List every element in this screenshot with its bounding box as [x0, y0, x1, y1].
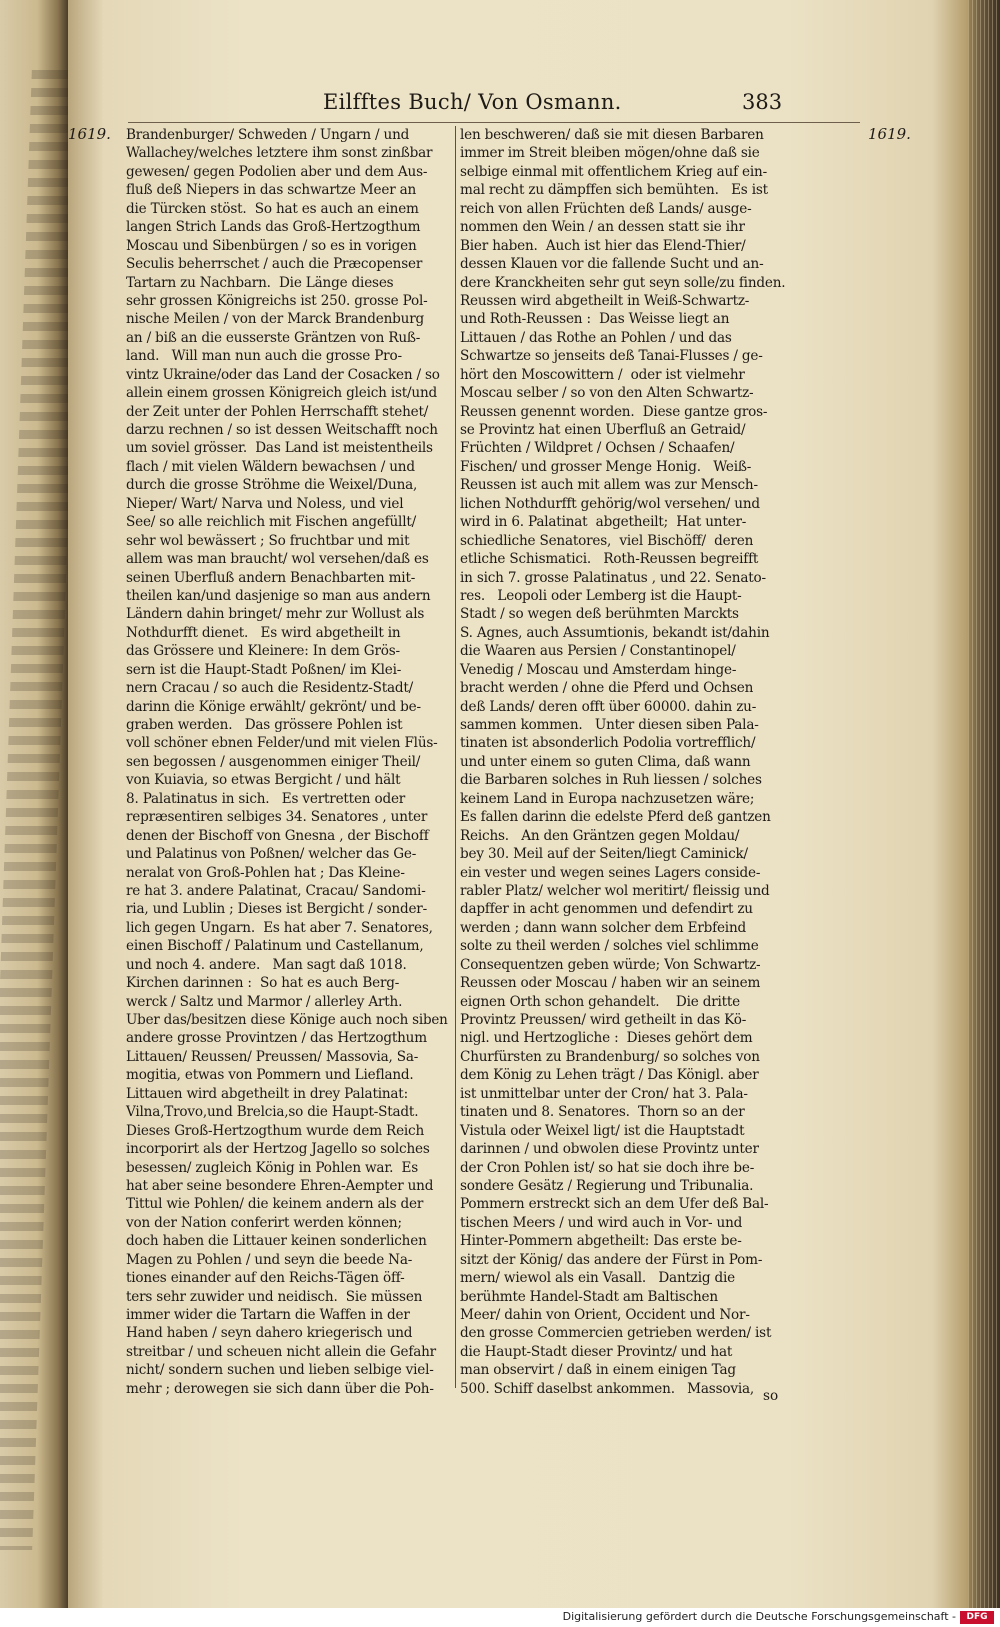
text-line: Reussen wird abgetheilt in Weiß-Schwartz- [460, 292, 750, 309]
text-line: dapffer in acht genommen und defendirt zu [460, 901, 753, 918]
text-line: Reussen genennt worden. Diese gantze gros- [460, 403, 768, 420]
text-line: Tartarn zu Nachbarn. Die Länge dieses [126, 274, 394, 291]
text-line: Consequentzen geben würde; Von Schwartz- [460, 956, 761, 973]
text-line: Früchten / Wildpret / Ochsen / Schaafen/ [460, 440, 735, 457]
text-line: sern ist die Haupt-Stadt Poßnen/ im Klei- [126, 661, 402, 678]
text-line: mehr ; derowegen sie sich dann über die Poh- [126, 1380, 434, 1397]
running-title: Eilfftes Buch/ Von Osmann. [323, 90, 622, 114]
text-line: an / biß an die eusserste Gräntzen von Ruß- [126, 329, 421, 346]
text-line: durch die grosse Ströhme die Weixel/Duna, [126, 477, 418, 494]
text-line: Churfürsten zu Brandenburg/ so solches von [460, 1048, 760, 1065]
text-line: werck / Saltz und Marmor / allerley Arth. [126, 993, 403, 1010]
digitization-footer [0, 1608, 1000, 1627]
text-line: etliche Schismatici. Roth-Reussen begreifft [460, 551, 759, 568]
text-line: keinem Land in Europa nachzusetzen wäre; [460, 790, 755, 807]
text-line: Moscau selber / so von den Alten Schwartz- [460, 385, 754, 402]
text-line: den grosse Commercien getrieben werden/ ist [460, 1325, 772, 1342]
text-line: eignen Orth schon gehandelt. Die dritte [460, 993, 741, 1010]
text-line: incorporirt als der Hertzog Jagello so solches [126, 1141, 430, 1158]
text-line: sondere Gesätz / Regierung und Tribunalia. [460, 1177, 754, 1194]
text-line: Schwartze so jenseits deß Tanai-Flusses / ge- [460, 348, 763, 365]
text-line: repræsentiren selbiges 34. Senatores , unter [126, 809, 428, 826]
text-line: der Zeit unter der Pohlen Herrschafft stehet/ [126, 403, 429, 420]
left-page-binding [0, 0, 68, 1627]
text-line: 8. Palatinatus in sich. Es vertretten oder [126, 790, 406, 807]
text-line: tinaten ist absonderlich Podolia vortrefflich/ [460, 735, 756, 752]
text-line: tischen Meers / und wird auch in Vor- und [460, 1214, 743, 1231]
text-line: Es fallen darinn die edelste Pferd deß gantzen [460, 809, 771, 826]
text-line: Seculis beherrschet / auch die Præcopenser [126, 256, 423, 273]
text-line: sehr grossen Königreichs ist 250. grosse Pol- [126, 292, 428, 309]
column-divider [455, 126, 456, 1388]
text-line: See/ so alle reichlich mit Fischen angefüllt/ [126, 514, 416, 531]
text-line: Vistula oder Weixel ligt/ ist die Hauptstadt [460, 1122, 745, 1139]
text-line: und unter einem so guten Clima, daß wann [460, 753, 751, 770]
text-line: man observirt / daß in einem einigen Tag [460, 1362, 736, 1379]
text-column-left [126, 126, 516, 1398]
text-line: fluß deß Niepers in das schwartze Meer an [126, 182, 417, 199]
text-line: sitzt der König/ das andere der Fürst in Pom- [460, 1251, 763, 1268]
text-line: und noch 4. andere. Man sagt daß 1018. [126, 956, 407, 973]
text-line: lichen Nothdurfft gehörig/wol versehen/ und [460, 495, 760, 512]
text-line: Provintz Preussen/ wird getheilt in das Kö- [460, 1012, 747, 1028]
text-line: mern/ wiewol als ein Vasall. Dantzig die [460, 1270, 736, 1287]
text-line: Uber das/besitzen diese Könige auch noch siben [126, 1012, 448, 1028]
text-line: dessen Klauen vor die fallende Sucht und an- [460, 256, 764, 273]
text-line: land. Will man nun auch die grosse Pro- [126, 348, 402, 365]
page-number: 383 [742, 90, 783, 114]
text-line: und Palatinus von Poßnen/ welcher das Ge- [126, 846, 417, 863]
text-line: S. Agnes, auch Assumtionis, bekandt ist/dahin [460, 624, 770, 641]
text-line: allein einem grossen Königreich gleich ist/und [126, 385, 437, 402]
text-line: Stadt / so wegen deß berühmten Marckts [460, 606, 739, 623]
text-line: nommen den Wein / an dessen statt sie ihr [460, 219, 745, 236]
text-line: Ländern dahin bringet/ mehr zur Wollust als [126, 606, 425, 623]
text-line: allem was man braucht/ wol versehen/daß es [126, 551, 429, 568]
text-line: tiones einander auf den Reichs-Tägen öff- [126, 1270, 405, 1287]
text-line: Venedig / Moscau und Amsterdam hinge- [460, 661, 737, 678]
text-line: die Türcken stöst. So hat es auch an einem [126, 200, 419, 217]
text-line: berühmte Handel-Stadt am Baltischen [460, 1288, 718, 1305]
text-line: len beschweren/ daß sie mit diesen Barbaren [460, 127, 764, 143]
text-line: Reussen ist auch mit allem was zur Mensch- [460, 477, 758, 494]
text-line: ein vester und wegen seines Lagers conside- [460, 864, 761, 881]
text-line: die Haupt-Stadt dieser Provintz/ und hat [460, 1343, 733, 1360]
text-line: darinnen / und obwolen diese Provintz unter [460, 1141, 759, 1158]
text-line: solte zu theil werden / solches viel schlimme [460, 938, 759, 955]
text-line: Bier haben. Auch ist hier das Elend-Thier/ [460, 237, 746, 254]
text-line: voll schöner ebnen Felder/und mit vielen Flüs- [126, 735, 438, 752]
text-line: langen Strich Lands das Groß-Hertzogthum [126, 219, 421, 236]
text-line: Hand haben / seyn dahero kriegerisch und [126, 1325, 413, 1342]
margin-year-right: 1619. [868, 125, 911, 143]
text-line: schiedliche Senatores, viel Bischöff/ deren [460, 532, 754, 549]
text-line: re hat 3. andere Palatinat, Cracau/ Sandomi- [126, 882, 426, 899]
text-line: sehr wol bewässert ; So fruchtbar und mit [126, 532, 410, 549]
text-line: bracht werden / ohne die Pferd und Ochsen [460, 680, 754, 697]
text-line: dem König zu Lehen trägt / Das Königl. aber [460, 1067, 759, 1084]
text-line: selbige einmal mit offentlichem Krieg auf ein- [460, 163, 767, 180]
text-line: Hinter-Pommern abgetheilt: Das erste be- [460, 1233, 742, 1250]
text-line: Nothdurfft dienet. Es wird abgetheilt in [126, 624, 401, 641]
text-line: andere grosse Provintzen / das Hertzogthum [126, 1030, 427, 1047]
text-line: Moscau und Sibenbürgen / so es in vorigen [126, 237, 417, 254]
text-line: Littauen/ Reussen/ Preussen/ Massovia, Sa- [126, 1048, 419, 1065]
text-line: mogitia, etwas von Pommern und Liefland. [126, 1067, 414, 1084]
text-column-right [460, 126, 860, 1398]
text-line: nigl. und Hertzogliche : Dieses gehört dem [460, 1030, 753, 1047]
text-line: Kirchen darinnen : So hat es auch Berg- [126, 975, 400, 992]
page-edge-stripes [968, 0, 1000, 1608]
text-line: denen der Bischoff von Gnesna , der Bischoff [126, 827, 429, 844]
page-header [68, 88, 968, 120]
text-line: Vilna,Trovo,und Brelcia,so die Haupt-Stadt. [126, 1104, 419, 1121]
text-line: streitbar / und scheuen nicht allein die Gefahr [126, 1343, 436, 1360]
text-line: 500. Schiff daselbst ankommen. Massovia, [460, 1380, 754, 1397]
text-line: darinn die Könige erwählt/ gekrönt/ und be- [126, 698, 421, 715]
footer-credit: Digitalisierung gefördert durch die Deutsche Forschungsgemeinschaft - [562, 1610, 956, 1623]
text-line: Tittul wie Pohlen/ die keinem andern als der [126, 1196, 424, 1213]
margin-year-left: 1619. [68, 125, 111, 143]
text-line: Magen zu Pohlen / und seyn die beede Na- [126, 1251, 413, 1268]
text-line: deß Lands/ deren offt über 60000. dahin zu- [460, 698, 757, 715]
text-line: Littauen wird abgetheilt in drey Palatinat: [126, 1085, 408, 1102]
text-line: Reichs. An den Gräntzen gegen Moldau/ [460, 827, 740, 844]
text-line: nische Meilen / von der Marck Brandenburg [126, 311, 424, 328]
text-line: von Kuiavia, so etwas Bergicht / und hält [126, 772, 401, 789]
text-line: flach / mit vielen Wäldern bewachsen / und [126, 458, 415, 475]
text-line: einen Bischoff / Palatinum und Castellanum, [126, 938, 424, 955]
text-line: ria, und Lublin ; Dieses ist Bergicht / sonder- [126, 901, 427, 918]
text-line: rabler Platz/ welcher wol meritirt/ fleissig und [460, 882, 770, 899]
text-line: Littauen / das Rothe an Pohlen / und das [460, 329, 732, 346]
text-line: ist unmittelbar unter der Cron/ hat 3. Pala- [460, 1085, 748, 1102]
text-line: wird in 6. Palatinat abgetheilt; Hat unter- [460, 514, 747, 531]
text-line: se Provintz hat einen Uberfluß an Getraid/ [460, 422, 746, 438]
text-line: besessen/ zugleich König in Pohlen war. Es [126, 1159, 419, 1176]
text-line: lich gegen Ungarn. Es hat aber 7. Senatores, [126, 919, 433, 936]
dfg-logo: DFG [960, 1611, 994, 1624]
text-line: immer im Streit bleiben mögen/ohne daß sie [460, 145, 760, 162]
text-line: von der Nation conferirt werden können; [126, 1214, 402, 1231]
catchword: so [763, 1388, 779, 1404]
text-line: nicht/ sondern suchen und lieben selbige viel- [126, 1362, 434, 1379]
text-line: der Cron Pohlen ist/ so hat sie doch ihre be- [460, 1159, 755, 1176]
text-line: Wallachey/welches letztere ihm sonst zinßbar [126, 145, 433, 162]
text-line: graben werden. Das grössere Pohlen ist [126, 717, 403, 733]
text-line: die Waaren aus Persien / Constantinopel/ [460, 643, 736, 660]
text-line: das Grössere und Kleinere: In dem Grös- [126, 643, 400, 660]
text-line: mal recht zu dämpffen sich bemühten. Es ist [460, 182, 768, 199]
text-line: die Barbaren solches in Ruh liessen / solches [460, 772, 762, 789]
text-line: um soviel grösser. Das Land ist meistentheils [126, 440, 433, 457]
text-line: nern Cracau / so auch die Residentz-Stadt/ [126, 680, 414, 697]
text-line: res. Leopoli oder Lemberg ist die Haupt- [460, 587, 742, 604]
text-line: neralat von Groß-Pohlen hat ; Das Kleine- [126, 864, 405, 881]
text-line: Reussen oder Moscau / haben wir an seinem [460, 975, 761, 992]
text-line: Fischen/ und grosser Menge Honig. Weiß- [460, 458, 752, 475]
text-line: dere Kranckheiten sehr gut seyn solle/zu finden. [460, 274, 786, 291]
text-line: bey 30. Meil auf der Seiten/liegt Caminick/ [460, 846, 748, 863]
text-line: vintz Ukraine/oder das Land der Cosacken / so [126, 366, 440, 383]
text-line: Brandenburger/ Schweden / Ungarn / und [126, 127, 410, 143]
text-line: darzu rechnen / so ist dessen Weitschafft noch [126, 422, 438, 438]
text-line: Meer/ dahin von Orient, Occident und Nor- [460, 1307, 750, 1323]
text-line: hört den Moscowittern / oder ist vielmehr [460, 366, 745, 383]
header-rule [128, 122, 860, 123]
page-block-edge [968, 0, 1000, 1608]
facing-page-text-edge [0, 70, 68, 1550]
text-line: sen begossen / ausgenommen einiger Theil/ [126, 753, 421, 770]
text-line: ters sehr zuwider und neidisch. Sie müssen [126, 1288, 423, 1305]
text-line: sammen kommen. Unter diesen siben Pala- [460, 717, 759, 733]
text-line: gewesen/ gegen Podolien aber und dem Aus- [126, 163, 428, 180]
text-line: doch haben die Littauer keinen sonderlichen [126, 1233, 427, 1250]
book-page [68, 0, 968, 1608]
text-line: Nieper/ Wart/ Narva und Noless, und viel [126, 495, 404, 512]
text-line: und Roth-Reussen : Das Weisse liegt an [460, 311, 730, 328]
text-line: immer wider die Tartarn die Waffen in der [126, 1307, 410, 1323]
text-line: in sich 7. grosse Palatinatus , und 22. Senato- [460, 569, 766, 586]
text-line: werden ; dann wann solcher dem Erbfeind [460, 919, 747, 936]
text-line: tinaten und 8. Senatores. Thorn so an der [460, 1104, 745, 1121]
text-line: reich von allen Früchten deß Lands/ ausge- [460, 200, 752, 217]
text-line: hat aber seine besondere Ehren-Aempter und [126, 1177, 434, 1194]
text-line: Pommern erstreckt sich an dem Ufer deß Bal- [460, 1196, 769, 1213]
text-line: seinen Uberfluß andern Benachbarten mit- [126, 569, 416, 586]
text-line: Dieses Groß-Hertzogthum wurde dem Reich [126, 1122, 425, 1139]
text-line: theilen kan/und dasjenige so man aus andern [126, 587, 431, 604]
